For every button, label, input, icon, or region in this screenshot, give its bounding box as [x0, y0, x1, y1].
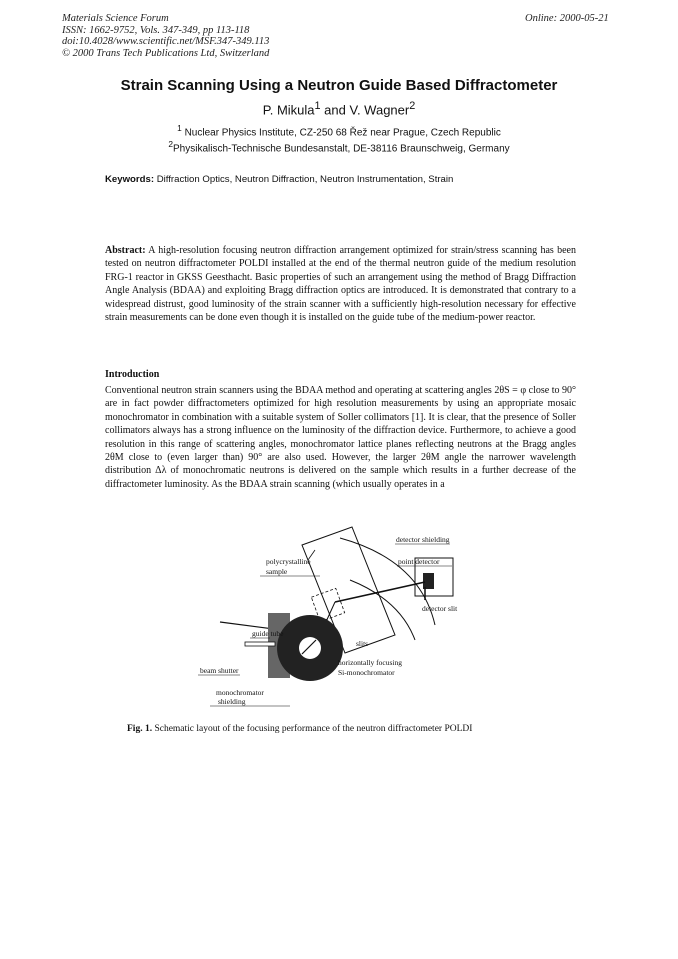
author-line [0, 100, 678, 117]
label-focusing-2: Si-monochromator [338, 668, 395, 677]
label-monochromator: monochromator [216, 688, 264, 697]
label-guide-tube: guide tube [252, 629, 284, 638]
affiliation-2 [0, 139, 678, 154]
author-2: V. Wagner [349, 102, 410, 118]
keywords-text: Diffraction Optics, Neutron Diffraction, Neutron Instrumentation, Strain [154, 174, 454, 185]
label-slits: slits [356, 639, 369, 648]
guide-tube-icon [245, 642, 275, 646]
arc-inner [350, 580, 415, 640]
figure-caption [127, 724, 472, 734]
caption-text: Schematic layout of the focusing performance of the neutron diffractometer POLDI [152, 724, 473, 734]
section-heading: Introduction [105, 369, 160, 380]
affiliation-1 [0, 123, 678, 138]
abstract-label: Abstract: [105, 245, 146, 256]
intro-paragraph: Conventional neutron strain scanners using the BDAA method and operating at scattering angles 2θS = φ close to 90° are in fact powder diffractometers optimized for high resolution measurements by using an appropriate mosaic monochromator in combination with a suitable system of Soller collimators [1]. It is clear, that the presence of Soller collimators always has a strong influence on the luminosity of the diffraction device. Furthermore, to achieve a good resolution in this range of scattering angles, monochromator lattice planes reflecting neutrons at the Bragg angles 2θM close to (even larger than) 90° are also used. However, the larger 2θM angle the narrower wavelength distribution Δλ of monochromatic neutrons is delivered on the sample which results in a further decrease of the diffractometer luminosity. As the BDAA strain scanning (which usually operates in a [105, 385, 576, 490]
label-focusing-1: horizontally focusing [338, 658, 402, 667]
doi-line: doi:10.4028/www.scientific.net/MSF.347-349.113 [62, 36, 270, 47]
label-point-detector: point detector [398, 557, 440, 566]
author-2-sup: 2 [409, 100, 416, 112]
affiliation-1-sup: 1 [177, 123, 182, 133]
caption-label: Fig. 1. [127, 724, 153, 734]
keywords-label: Keywords: [105, 174, 155, 185]
paper-title: Strain Scanning Using a Neutron Guide Based Diffractometer [120, 77, 558, 94]
author-1-sup: 1 [314, 100, 321, 112]
label-shielding: shielding [218, 697, 246, 706]
author-and: and [320, 102, 350, 118]
affiliation-2-text: Physikalisch-Technische Bundesanstalt, DE-38116 Braunschweig, Germany [172, 143, 510, 155]
label-sample: sample [266, 567, 288, 576]
monochromator-center [299, 637, 321, 659]
author-1: P. Mikula [262, 102, 315, 118]
label-polycrystalline: polycrystalline [266, 557, 311, 566]
label-detector-slit: detector slit [422, 604, 458, 613]
point-detector-icon [423, 573, 434, 589]
affiliation-2-sup: 2 [168, 139, 173, 149]
journal-header [62, 13, 269, 59]
diffracted-beam [335, 582, 425, 602]
abstract-text: A high-resolution focusing neutron diffraction arrangement optimized for strain/stress scanning has been tested on neutron diffractometer POLDI installed at the end of the thermal neutron guide of the medium resolution FRG-1 reactor in GKSS Geesthacht. Basic properties of such an arrangement using the method of Bragg Diffraction Angle Analysis (BDAA) and exploiting Bragg diffraction optics are introduced. It is demonstrated that contrary to a widespread distrust, good luminosity of the strain scanner with a sufficiently high-resolution necessary for effective strain measurements can be done even though it is installed on the guide tube of the medium-power reactor. [105, 245, 576, 324]
poldi-schematic [190, 520, 490, 720]
journal-name: Materials Science Forum [62, 13, 169, 24]
label-detector-shielding: detector shielding [396, 535, 450, 544]
label-beam-shutter: beam shutter [200, 666, 239, 675]
abstract [105, 244, 576, 324]
copyright-line: © 2000 Trans Tech Publications Ltd, Switzerland [62, 47, 270, 59]
online-date: Online: 2000-05-21 [525, 13, 609, 24]
affiliation-1-text: Nuclear Physics Institute, CZ-250 68 Řež near Prague, Czech Republic [181, 127, 501, 139]
figure-1 [190, 520, 490, 725]
issn-line: ISSN: 1662-9752, Vols. 347-349, pp 113-118 [62, 24, 250, 36]
keywords [105, 174, 453, 185]
